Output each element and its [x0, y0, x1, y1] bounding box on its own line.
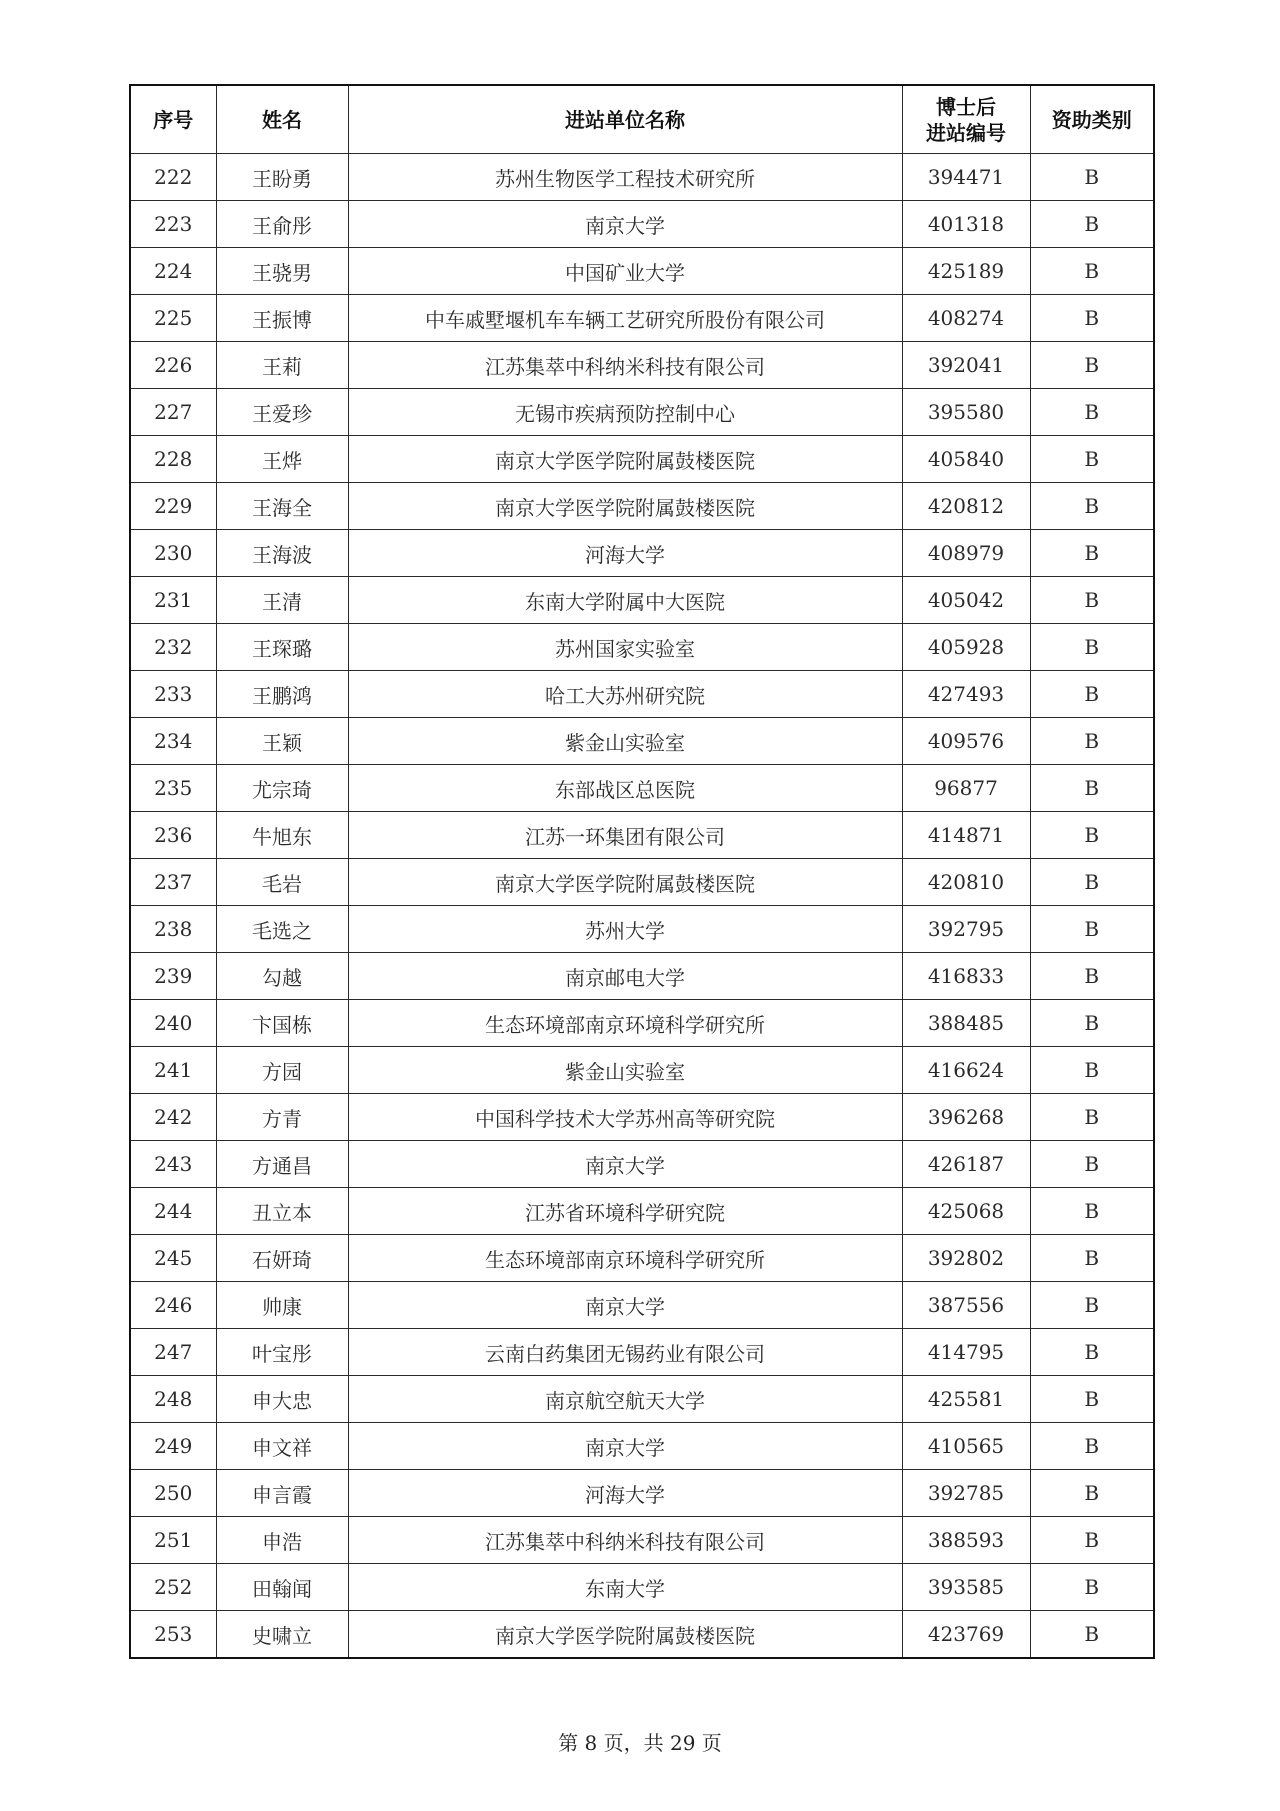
cell-funding-type: B — [1030, 1000, 1154, 1047]
cell-unit: 南京航空航天大学 — [348, 1376, 902, 1423]
cell-name: 田翰闻 — [216, 1564, 348, 1611]
cell-unit: 南京邮电大学 — [348, 953, 902, 1000]
cell-serial-number: 232 — [130, 624, 216, 671]
cell-unit: 无锡市疾病预防控制中心 — [348, 389, 902, 436]
cell-name: 王骁男 — [216, 248, 348, 295]
cell-name: 勾越 — [216, 953, 348, 1000]
cell-unit: 南京大学 — [348, 1141, 902, 1188]
cell-postdoc-code: 405928 — [902, 624, 1030, 671]
header-funding-type: 资助类别 — [1030, 85, 1154, 154]
table-row — [130, 1329, 1154, 1376]
cell-serial-number: 243 — [130, 1141, 216, 1188]
header-row — [130, 85, 1154, 154]
cell-postdoc-code: 416833 — [902, 953, 1030, 1000]
cell-postdoc-code: 408274 — [902, 295, 1030, 342]
header-unit: 进站单位名称 — [348, 85, 902, 154]
cell-name: 王海全 — [216, 483, 348, 530]
cell-unit: 南京大学医学院附属鼓楼医院 — [348, 859, 902, 906]
cell-serial-number: 246 — [130, 1282, 216, 1329]
cell-name: 王颖 — [216, 718, 348, 765]
table-row — [130, 1235, 1154, 1282]
cell-name: 毛选之 — [216, 906, 348, 953]
table-row — [130, 1564, 1154, 1611]
cell-name: 申浩 — [216, 1517, 348, 1564]
cell-funding-type: B — [1030, 201, 1154, 248]
cell-funding-type: B — [1030, 248, 1154, 295]
cell-postdoc-code: 388593 — [902, 1517, 1030, 1564]
table-row — [130, 812, 1154, 859]
cell-funding-type: B — [1030, 1094, 1154, 1141]
cell-name: 叶宝彤 — [216, 1329, 348, 1376]
cell-unit: 河海大学 — [348, 530, 902, 577]
cell-serial-number: 226 — [130, 342, 216, 389]
cell-funding-type: B — [1030, 1235, 1154, 1282]
cell-serial-number: 248 — [130, 1376, 216, 1423]
header-postdoc-code-line1: 博士后 — [936, 94, 996, 119]
cell-postdoc-code: 96877 — [902, 765, 1030, 812]
cell-postdoc-code: 425581 — [902, 1376, 1030, 1423]
table-row — [130, 765, 1154, 812]
cell-serial-number: 225 — [130, 295, 216, 342]
cell-funding-type: B — [1030, 295, 1154, 342]
cell-postdoc-code: 401318 — [902, 201, 1030, 248]
cell-name: 王莉 — [216, 342, 348, 389]
cell-serial-number: 253 — [130, 1611, 216, 1659]
cell-name: 石妍琦 — [216, 1235, 348, 1282]
cell-funding-type: B — [1030, 389, 1154, 436]
cell-funding-type: B — [1030, 530, 1154, 577]
table-body — [130, 154, 1154, 1659]
cell-name: 尤宗琦 — [216, 765, 348, 812]
cell-funding-type: B — [1030, 1047, 1154, 1094]
cell-funding-type: B — [1030, 718, 1154, 765]
table-row — [130, 1282, 1154, 1329]
cell-postdoc-code: 405840 — [902, 436, 1030, 483]
table-row — [130, 1141, 1154, 1188]
table-row — [130, 154, 1154, 201]
postdoc-funding-table — [129, 84, 1155, 1659]
cell-postdoc-code: 410565 — [902, 1423, 1030, 1470]
cell-funding-type: B — [1030, 342, 1154, 389]
table-row — [130, 953, 1154, 1000]
table-row — [130, 1047, 1154, 1094]
cell-name: 王爱珍 — [216, 389, 348, 436]
cell-unit: 苏州国家实验室 — [348, 624, 902, 671]
cell-funding-type: B — [1030, 765, 1154, 812]
cell-postdoc-code: 393585 — [902, 1564, 1030, 1611]
cell-funding-type: B — [1030, 1470, 1154, 1517]
cell-serial-number: 238 — [130, 906, 216, 953]
table-row — [130, 295, 1154, 342]
cell-name: 王琛璐 — [216, 624, 348, 671]
cell-unit: 江苏集萃中科纳米科技有限公司 — [348, 342, 902, 389]
cell-name: 王振博 — [216, 295, 348, 342]
cell-unit: 苏州大学 — [348, 906, 902, 953]
cell-unit: 云南白药集团无锡药业有限公司 — [348, 1329, 902, 1376]
cell-unit: 紫金山实验室 — [348, 1047, 902, 1094]
cell-serial-number: 222 — [130, 154, 216, 201]
cell-name: 丑立本 — [216, 1188, 348, 1235]
cell-name: 卞国栋 — [216, 1000, 348, 1047]
cell-name: 牛旭东 — [216, 812, 348, 859]
cell-name: 史啸立 — [216, 1611, 348, 1659]
cell-postdoc-code: 388485 — [902, 1000, 1030, 1047]
cell-name: 王盼勇 — [216, 154, 348, 201]
cell-funding-type: B — [1030, 1282, 1154, 1329]
table-row — [130, 248, 1154, 295]
cell-serial-number: 235 — [130, 765, 216, 812]
cell-serial-number: 247 — [130, 1329, 216, 1376]
cell-name: 申大忠 — [216, 1376, 348, 1423]
cell-postdoc-code: 414795 — [902, 1329, 1030, 1376]
cell-postdoc-code: 426187 — [902, 1141, 1030, 1188]
header-postdoc-code — [902, 85, 1030, 154]
header-serial-number: 序号 — [130, 85, 216, 154]
cell-name: 方青 — [216, 1094, 348, 1141]
table-row — [130, 671, 1154, 718]
cell-serial-number: 240 — [130, 1000, 216, 1047]
table-row — [130, 389, 1154, 436]
cell-unit: 江苏一环集团有限公司 — [348, 812, 902, 859]
cell-name: 王烨 — [216, 436, 348, 483]
table-row — [130, 859, 1154, 906]
cell-unit: 生态环境部南京环境科学研究所 — [348, 1235, 902, 1282]
table-row — [130, 201, 1154, 248]
cell-unit: 中国科学技术大学苏州高等研究院 — [348, 1094, 902, 1141]
cell-funding-type: B — [1030, 906, 1154, 953]
cell-postdoc-code: 392041 — [902, 342, 1030, 389]
cell-serial-number: 242 — [130, 1094, 216, 1141]
cell-name: 毛岩 — [216, 859, 348, 906]
cell-unit: 生态环境部南京环境科学研究所 — [348, 1000, 902, 1047]
cell-unit: 东部战区总医院 — [348, 765, 902, 812]
cell-serial-number: 239 — [130, 953, 216, 1000]
cell-funding-type: B — [1030, 1423, 1154, 1470]
table-row — [130, 342, 1154, 389]
table-row — [130, 530, 1154, 577]
table-row — [130, 1517, 1154, 1564]
cell-postdoc-code: 405042 — [902, 577, 1030, 624]
cell-funding-type: B — [1030, 1141, 1154, 1188]
table-row — [130, 718, 1154, 765]
table-row — [130, 1000, 1154, 1047]
cell-postdoc-code: 392795 — [902, 906, 1030, 953]
cell-unit: 南京大学医学院附属鼓楼医院 — [348, 436, 902, 483]
cell-funding-type: B — [1030, 859, 1154, 906]
cell-unit: 南京大学 — [348, 1282, 902, 1329]
cell-funding-type: B — [1030, 436, 1154, 483]
cell-postdoc-code: 387556 — [902, 1282, 1030, 1329]
cell-serial-number: 227 — [130, 389, 216, 436]
cell-unit: 南京大学 — [348, 1423, 902, 1470]
table-row — [130, 483, 1154, 530]
table-row — [130, 1188, 1154, 1235]
cell-unit: 哈工大苏州研究院 — [348, 671, 902, 718]
cell-funding-type: B — [1030, 1517, 1154, 1564]
cell-serial-number: 250 — [130, 1470, 216, 1517]
cell-postdoc-code: 416624 — [902, 1047, 1030, 1094]
table-row — [130, 436, 1154, 483]
page-number: 第 8 页，共 29 页 — [558, 1731, 722, 1755]
cell-postdoc-code: 420810 — [902, 859, 1030, 906]
cell-unit: 中车戚墅堰机车车辆工艺研究所股份有限公司 — [348, 295, 902, 342]
cell-postdoc-code: 427493 — [902, 671, 1030, 718]
table-row — [130, 1376, 1154, 1423]
cell-unit: 东南大学附属中大医院 — [348, 577, 902, 624]
cell-name: 王海波 — [216, 530, 348, 577]
cell-name: 王鹏鸿 — [216, 671, 348, 718]
table-row — [130, 1094, 1154, 1141]
table-row — [130, 906, 1154, 953]
cell-serial-number: 249 — [130, 1423, 216, 1470]
cell-funding-type: B — [1030, 483, 1154, 530]
cell-unit: 南京大学 — [348, 201, 902, 248]
cell-postdoc-code: 408979 — [902, 530, 1030, 577]
cell-postdoc-code: 394471 — [902, 154, 1030, 201]
cell-serial-number: 245 — [130, 1235, 216, 1282]
cell-serial-number: 244 — [130, 1188, 216, 1235]
cell-funding-type: B — [1030, 671, 1154, 718]
cell-postdoc-code: 425068 — [902, 1188, 1030, 1235]
cell-serial-number: 241 — [130, 1047, 216, 1094]
table-row — [130, 1423, 1154, 1470]
cell-serial-number: 223 — [130, 201, 216, 248]
cell-serial-number: 236 — [130, 812, 216, 859]
cell-funding-type: B — [1030, 624, 1154, 671]
cell-unit: 中国矿业大学 — [348, 248, 902, 295]
cell-serial-number: 237 — [130, 859, 216, 906]
table-row — [130, 577, 1154, 624]
cell-unit: 河海大学 — [348, 1470, 902, 1517]
table-row — [130, 624, 1154, 671]
cell-funding-type: B — [1030, 154, 1154, 201]
cell-unit: 东南大学 — [348, 1564, 902, 1611]
cell-postdoc-code: 423769 — [902, 1611, 1030, 1659]
cell-name: 方园 — [216, 1047, 348, 1094]
cell-postdoc-code: 392802 — [902, 1235, 1030, 1282]
cell-name: 王俞彤 — [216, 201, 348, 248]
cell-serial-number: 228 — [130, 436, 216, 483]
cell-serial-number: 229 — [130, 483, 216, 530]
cell-unit: 紫金山实验室 — [348, 718, 902, 765]
header-postdoc-code-line2: 进站编号 — [926, 120, 1006, 145]
cell-name: 方通昌 — [216, 1141, 348, 1188]
cell-postdoc-code: 396268 — [902, 1094, 1030, 1141]
cell-postdoc-code: 409576 — [902, 718, 1030, 765]
cell-serial-number: 231 — [130, 577, 216, 624]
cell-serial-number: 224 — [130, 248, 216, 295]
cell-postdoc-code: 392785 — [902, 1470, 1030, 1517]
cell-postdoc-code: 414871 — [902, 812, 1030, 859]
cell-unit: 江苏省环境科学研究院 — [348, 1188, 902, 1235]
table-row — [130, 1611, 1154, 1659]
cell-name: 申言霞 — [216, 1470, 348, 1517]
cell-name: 王清 — [216, 577, 348, 624]
cell-serial-number: 252 — [130, 1564, 216, 1611]
cell-serial-number: 233 — [130, 671, 216, 718]
cell-serial-number: 230 — [130, 530, 216, 577]
table-row — [130, 1470, 1154, 1517]
cell-funding-type: B — [1030, 953, 1154, 1000]
cell-funding-type: B — [1030, 812, 1154, 859]
cell-funding-type: B — [1030, 1376, 1154, 1423]
cell-postdoc-code: 395580 — [902, 389, 1030, 436]
cell-serial-number: 251 — [130, 1517, 216, 1564]
cell-unit: 苏州生物医学工程技术研究所 — [348, 154, 902, 201]
cell-postdoc-code: 425189 — [902, 248, 1030, 295]
cell-funding-type: B — [1030, 577, 1154, 624]
cell-funding-type: B — [1030, 1329, 1154, 1376]
cell-funding-type: B — [1030, 1564, 1154, 1611]
cell-funding-type: B — [1030, 1611, 1154, 1659]
cell-serial-number: 234 — [130, 718, 216, 765]
cell-unit: 南京大学医学院附属鼓楼医院 — [348, 1611, 902, 1659]
cell-name: 申文祥 — [216, 1423, 348, 1470]
table-header — [130, 85, 1154, 154]
cell-postdoc-code: 420812 — [902, 483, 1030, 530]
header-name: 姓名 — [216, 85, 348, 154]
cell-unit: 江苏集萃中科纳米科技有限公司 — [348, 1517, 902, 1564]
cell-unit: 南京大学医学院附属鼓楼医院 — [348, 483, 902, 530]
cell-funding-type: B — [1030, 1188, 1154, 1235]
cell-name: 帅康 — [216, 1282, 348, 1329]
